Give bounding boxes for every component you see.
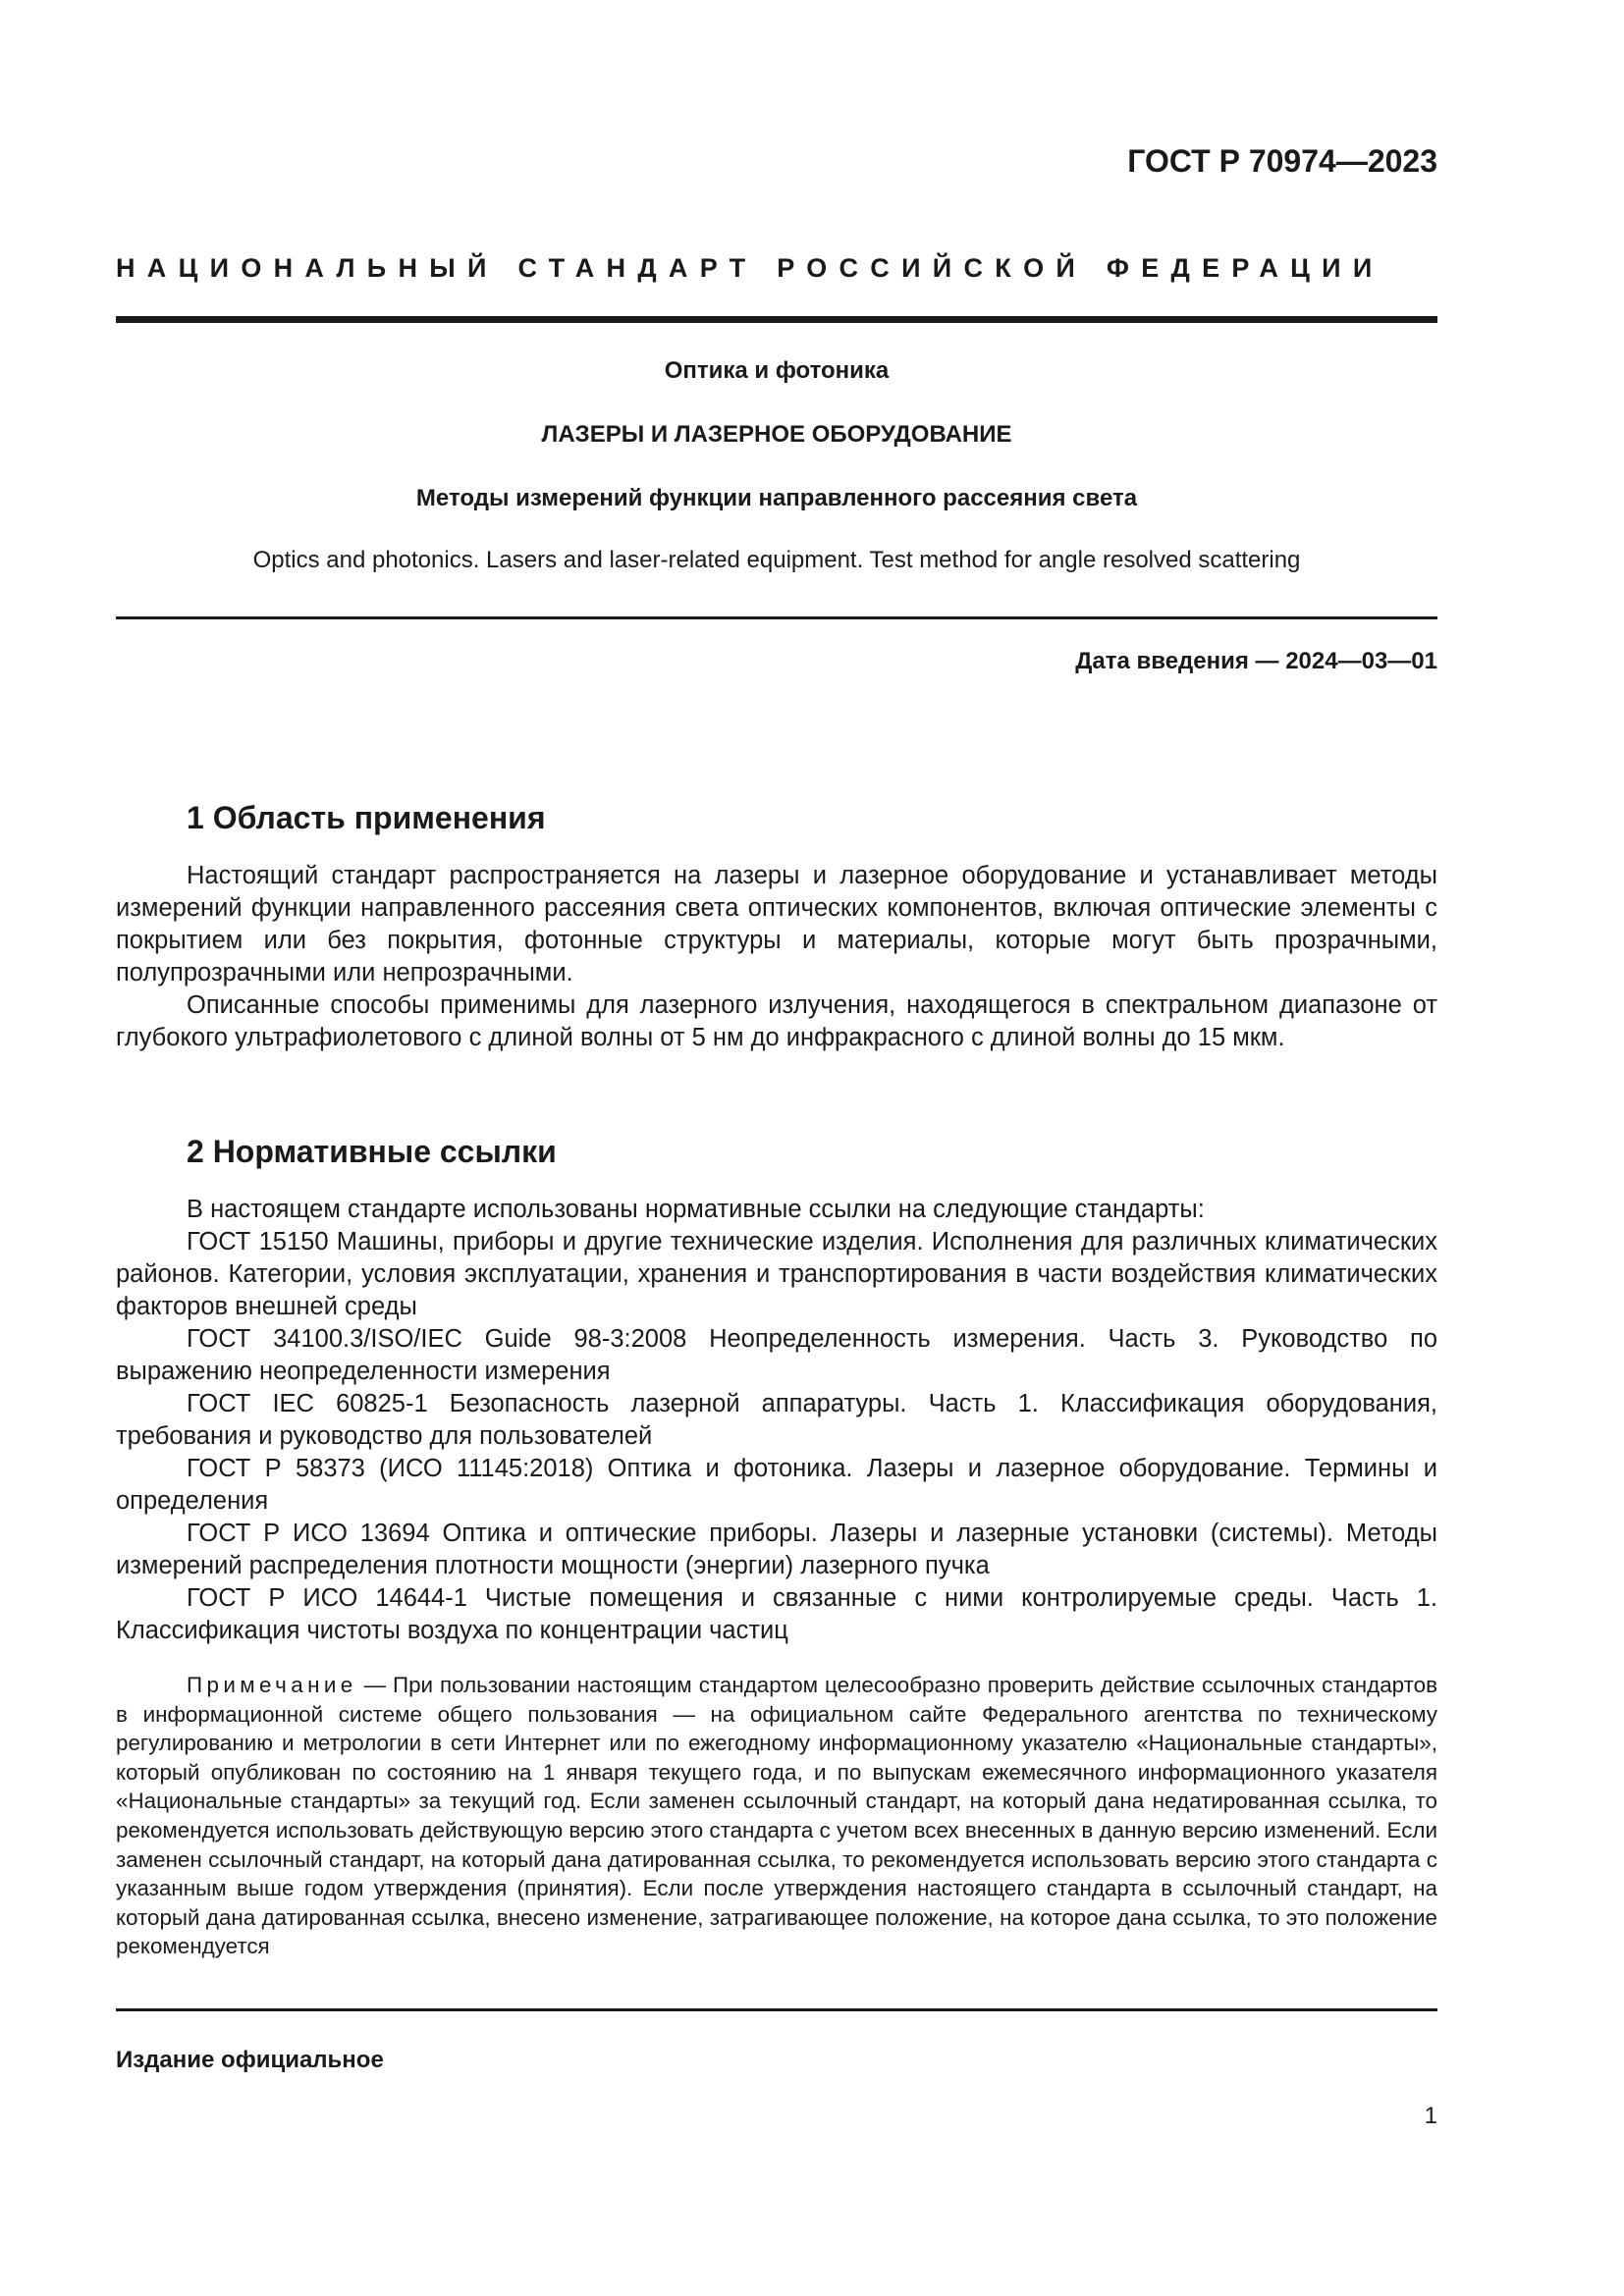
note-text: — При пользовании настоящим стандартом целесообразно проверить действие ссылочных стандартов в информационной системе общего пользования — на официальном сайте Федерального агентства по техническому регулированию и метрологии в сети Интернет или по ежегодному информационному указателю «Национальные стандарты», который опубликован по состоянию на 1 января текущего года, и по выпускам ежемесячного информационного указателя «Национальные стандарты» за текущий год. Если заменен ссылочный стандарт, на который дана недатированная ссылка, то рекомендуется использовать действующую версию этого стандарта с учетом всех внесенных в данную версию изменений. Если заменен ссылочный стандарт, на который дана датированная ссылка, то рекомендуется использовать версию этого стандарта с указанным выше годом утверждения (принятия). Если после утверждения настоящего стандарта в ссылочный стандарт, на который дана датированная ссылка, внесено изменение, затрагивающее положение, на которое дана ссылка, то это положение рекомендуется — [116, 1673, 1437, 1959]
document-id: ГОСТ Р 70974—2023 — [1127, 143, 1437, 179]
section-1-paragraph: Описанные способы применимы для лазерного излучения, находящегося в спектральном диапазоне от глубокого ультрафиолетового с длиной волны от 5 нм до инфракрасного с длиной волны до 15 мкм. — [116, 991, 1437, 1051]
reference-item: ГОСТ Р 58373 (ИСО 11145:2018) Оптика и фотоника. Лазеры и лазерное оборудование. Термины и определения — [116, 1455, 1437, 1515]
section-1-title: 1 Область применения — [187, 800, 546, 835]
header-rule — [116, 316, 1437, 323]
footer-rule — [116, 2008, 1437, 2011]
page-number: 1 — [1424, 2103, 1437, 2129]
section-1-paragraph: Настоящий стандарт распространяется на лазеры и лазерное оборудование и устанавливает методы измерений функции направленного рассеяния света оптических компонентов, включая оптические элементы с покрытием или без покрытия, фотонные структуры и материалы, которые могут быть прозрачными, полупрозрачными или непрозрачными. — [116, 862, 1437, 987]
note-block — [116, 1671, 1437, 1961]
references-intro: В настоящем стандарте использованы нормативные ссылки на следующие стандарты: — [187, 1196, 1205, 1223]
reference-item: ГОСТ Р ИСО 13694 Оптика и оптические приборы. Лазеры и лазерные установки (системы). Методы измерений распределения плотности мощности (энергии) лазерного пучка — [116, 1520, 1437, 1579]
official-edition-label: Издание официальное — [116, 2047, 384, 2073]
reference-item: ГОСТ IEC 60825-1 Безопасность лазерной аппаратуры. Часть 1. Классификация оборудования, требования и руководство для пользователей — [116, 1390, 1437, 1450]
note-paragraph — [116, 1671, 1437, 1961]
title-line-1: Оптика и фотоника — [664, 357, 890, 384]
reference-item: ГОСТ 34100.3/ISO/IEC Guide 98-3:2008 Неопределенность измерения. Часть 3. Руководство по выражению неопределенности измерения — [116, 1325, 1437, 1385]
english-title: Optics and photonics. Lasers and laser-related equipment. Test method for angle resolved scattering — [252, 547, 1301, 573]
document-page — [116, 0, 1437, 2296]
reference-item: ГОСТ Р ИСО 14644-1 Чистые помещения и связанные с ними контролируемые среды. Часть 1. Классификация чистоты воздуха по концентрации частиц — [116, 1584, 1437, 1644]
title-line-2: ЛАЗЕРЫ И ЛАЗЕРНОЕ ОБОРУДОВАНИЕ — [541, 421, 1012, 448]
title-rule — [116, 616, 1437, 619]
introduction-date: Дата введения — 2024—03—01 — [1075, 648, 1437, 674]
note-label: Примечание — [187, 1673, 357, 1697]
section-2-title: 2 Нормативные ссылки — [187, 1134, 557, 1169]
section-2-body — [116, 1194, 1437, 1647]
title-line-3: Методы измерений функции направленного рассеяния света — [415, 485, 1138, 511]
section-1-body — [116, 860, 1437, 1054]
national-standard-heading: НАЦИОНАЛЬНЫЙ СТАНДАРТ РОССИЙСКОЙ ФЕДЕРАЦИИ — [116, 253, 1384, 283]
reference-item: ГОСТ 15150 Машины, приборы и другие технические изделия. Исполнения для различных климатических районов. Категории, условия эксплуатации, хранения и транспортирования в части воздействия климатических факторов внешней среды — [116, 1228, 1437, 1320]
